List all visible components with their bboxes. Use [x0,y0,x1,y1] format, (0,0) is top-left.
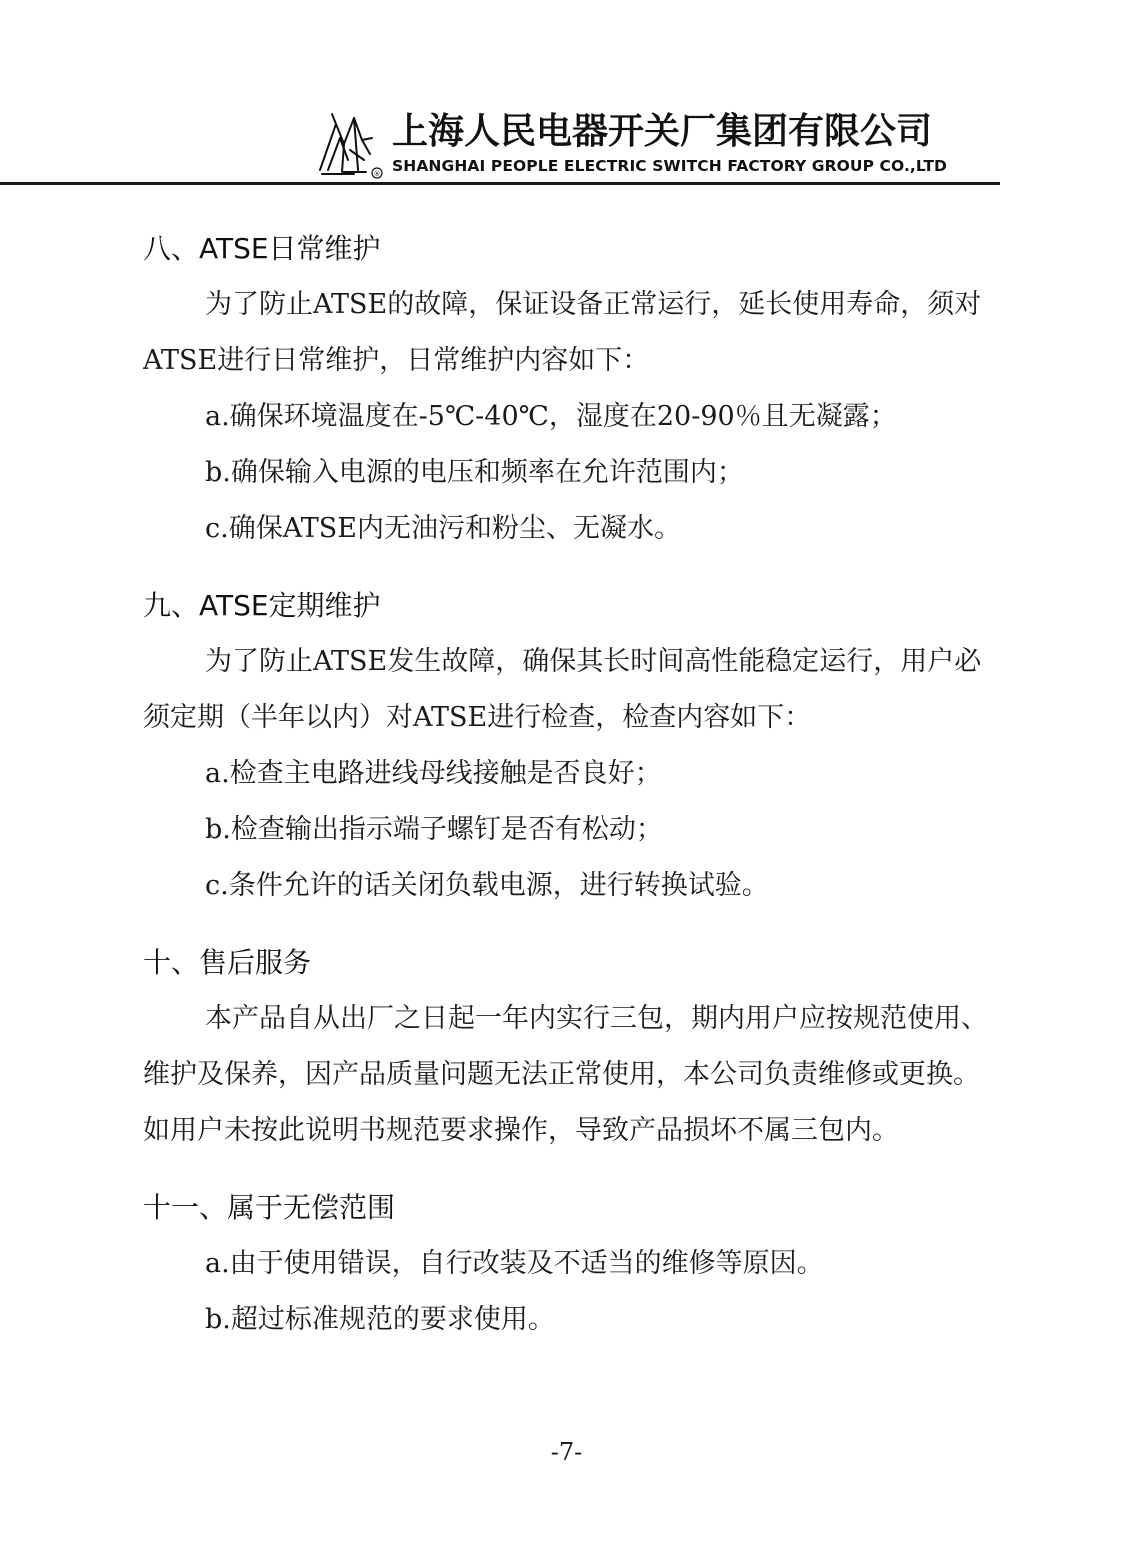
list-item: b.确保输入电源的电压和频率在允许范围内； [205,457,744,488]
section-paragraph: 本产品自从出厂之日起一年内实行三包，期内用户应按规范使用、维护及保养，因产品质量问题无法正常使用，本公司负责维修或更换。如用户未按此说明书规范要求操作，导致产品损坏不属三包内。 [143,1003,988,1146]
company-logo-icon [314,110,386,180]
list-item: a.由于使用错误，自行改装及不适当的维修等原因。 [205,1248,824,1279]
section-periodic-maintenance [0,577,1133,914]
section-heading: 九、ATSE定期维护 [143,589,381,622]
section-heading: 十、售后服务 [143,946,312,979]
company-name-chinese: 上海人民电器开关厂集团有限公司 [392,111,933,152]
section-heading: 十一、属于无偿范围 [143,1191,396,1224]
list-item: c.确保ATSE内无油污和粉尘、无凝水。 [205,513,681,544]
page-header [0,100,1133,190]
section-after-sales-service [0,934,1133,1159]
list-item: c.条件允许的话关闭负载电源，进行转换试验。 [205,870,769,901]
list-item: a.确保环境温度在-5℃-40℃，湿度在20-90％且无凝露； [205,401,897,432]
list-item: b.检查输出指示端子螺钉是否有松动； [205,814,663,845]
document-body [0,220,1133,1368]
list-item: a.检查主电路进线母线接触是否良好； [205,758,662,789]
section-paragraph: 为了防止ATSE发生故障，确保其长时间高性能稳定运行，用户必须定期（半年以内）对ATSE进行检查，检查内容如下： [143,646,982,733]
section-heading: 八、ATSE日常维护 [143,232,381,265]
section-paragraph: 为了防止ATSE的故障，保证设备正常运行，延长使用寿命，须对ATSE进行日常维护，日常维护内容如下： [143,289,982,376]
registered-mark: ® [373,170,381,178]
page-number: -7- [550,1438,583,1466]
section-daily-maintenance [0,220,1133,557]
section-free-of-charge-scope [0,1179,1133,1348]
company-name-english: SHANGHAI PEOPLE ELECTRIC SWITCH FACTORY GROUP CO.,LTD [392,157,947,175]
header-divider [0,182,1000,185]
list-item: b.超过标准规范的要求使用。 [205,1304,555,1335]
